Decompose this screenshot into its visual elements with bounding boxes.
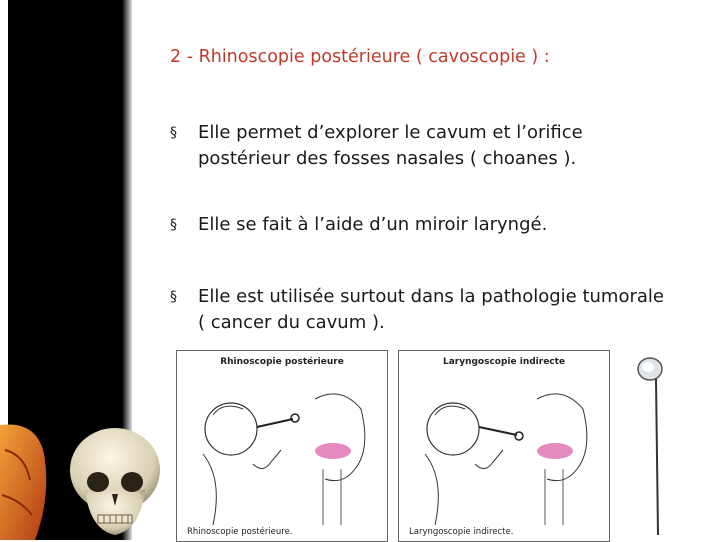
bullet-marker: § [170, 125, 177, 141]
bullet-item [170, 284, 668, 336]
figure-laryngoscopy [398, 350, 610, 542]
slide-title: 2 - Rhinoscopie postérieure ( cavoscopie ) : [170, 47, 550, 67]
figure-heading: Laryngoscopie indirecte [442, 357, 566, 367]
bullet-text: Elle permet d’explorer le cavum et l’orifice postérieur des fosses nasales ( choanes ). [198, 122, 583, 169]
bullet-text: Elle se fait à l’aide d’un miroir laryngé. [198, 214, 548, 235]
anatomy-face-image [0, 420, 60, 540]
figure-rhinoscopy [176, 350, 388, 542]
figure-heading: Rhinoscopie postérieure [220, 357, 344, 367]
bullet-marker: § [170, 217, 177, 233]
bullet-text: Elle est utilisée surtout dans la pathologie tumorale ( cancer du cavum ). [198, 286, 664, 333]
figure-caption: Laryngoscopie indirecte. [409, 527, 514, 537]
bullet-item [170, 120, 668, 172]
laryngoscopy-illustration [405, 369, 603, 525]
skull-image [60, 420, 170, 540]
rhinoscopy-illustration [183, 369, 381, 525]
figure-caption: Rhinoscopie postérieure. [187, 527, 293, 537]
laryngeal-mirror-icon [632, 355, 672, 540]
bullet-marker: § [170, 289, 177, 305]
bullet-item [170, 212, 668, 238]
